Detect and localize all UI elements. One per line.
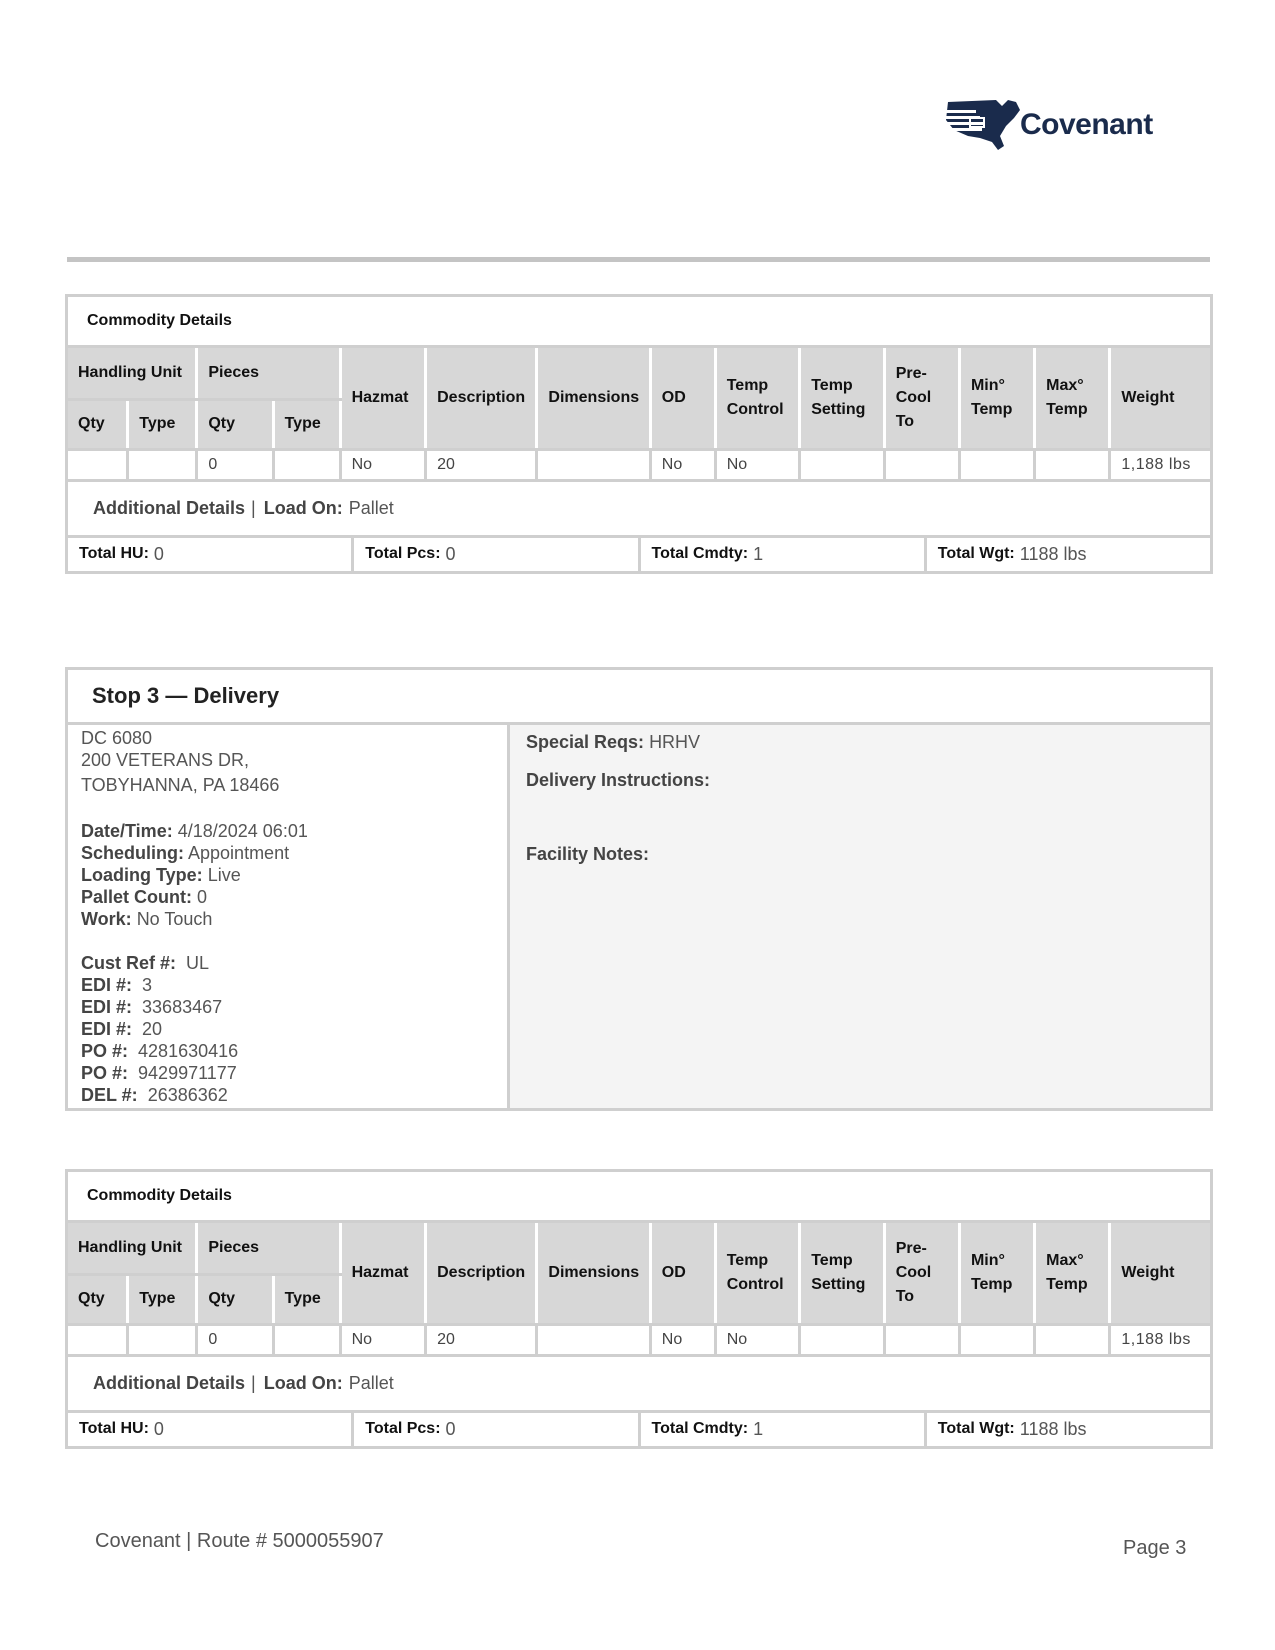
reference-label: EDI #: xyxy=(81,1019,133,1039)
total-hu xyxy=(68,1413,354,1446)
description-cell: 20 xyxy=(426,1324,537,1355)
handling-unit-header: Handling Unit xyxy=(68,1223,197,1274)
pieces-type-cell xyxy=(273,1324,340,1355)
detail-value: 4/18/2024 06:01 xyxy=(177,821,308,841)
pieces-header: Pieces xyxy=(197,348,340,399)
reference-value: 20 xyxy=(142,1019,163,1039)
temp-setting-header: Temp Setting xyxy=(800,348,885,449)
totals-row xyxy=(68,1413,1210,1446)
pre-cool-to-cell xyxy=(884,449,959,480)
total-cmdty-value: 1 xyxy=(753,543,764,564)
detail-value: No Touch xyxy=(136,909,213,929)
total-wgt-value: 1188 lbs xyxy=(1019,1418,1087,1439)
dimensions-header: Dimensions xyxy=(537,1223,650,1324)
commodity-details-title: Commodity Details xyxy=(68,1172,1210,1223)
total-pcs-label: Total Pcs: xyxy=(365,545,441,562)
commodity-details-section xyxy=(65,1169,1213,1449)
special-reqs-label: Special Reqs: xyxy=(526,732,645,752)
od-cell: No xyxy=(650,449,715,480)
reference-label: PO #: xyxy=(81,1063,129,1083)
facility-notes-label: Facility Notes: xyxy=(526,844,650,864)
hu-type-cell xyxy=(128,449,197,480)
pieces-qty-header: Qty xyxy=(197,399,273,449)
reference-value: UL xyxy=(186,953,210,973)
hu-qty-header: Qty xyxy=(68,1274,128,1324)
total-pcs-value: 0 xyxy=(445,543,456,564)
total-wgt xyxy=(927,538,1210,571)
od-cell: No xyxy=(650,1324,715,1355)
hazmat-cell: No xyxy=(340,1324,426,1355)
weight-header: Weight xyxy=(1110,1223,1210,1324)
reference-line xyxy=(81,1084,507,1106)
load-on-label: Load On: xyxy=(263,497,343,518)
delivery-instructions xyxy=(526,769,1210,791)
max-temp-header: Max° Temp xyxy=(1035,348,1110,449)
temp-control-cell: No xyxy=(715,1324,800,1355)
temp-control-header: Temp Control xyxy=(715,1223,800,1324)
pre-cool-to-header: Pre-Cool To xyxy=(884,1223,959,1324)
load-on-value: Pallet xyxy=(348,1372,394,1393)
address-line: 200 VETERANS DR, xyxy=(81,750,250,770)
total-cmdty xyxy=(641,1413,927,1446)
temp-setting-cell xyxy=(800,449,885,480)
facility-notes xyxy=(526,843,1210,865)
reference-label: EDI #: xyxy=(81,997,133,1017)
pieces-qty-cell: 0 xyxy=(197,1324,273,1355)
delivery-instructions-label: Delivery Instructions: xyxy=(526,770,711,790)
weight-cell: 1,188 lbs xyxy=(1110,449,1210,480)
covenant-logo xyxy=(940,96,1160,154)
stop-title: Stop 3 — Delivery xyxy=(68,670,1210,725)
hu-qty-cell xyxy=(68,449,128,480)
total-pcs xyxy=(354,538,640,571)
reference-line xyxy=(81,1040,507,1062)
totals-row xyxy=(68,538,1210,571)
description-cell: 20 xyxy=(426,449,537,480)
min-temp-cell xyxy=(959,449,1034,480)
reference-label: EDI #: xyxy=(81,975,133,995)
table-row xyxy=(68,1324,1210,1355)
pre-cool-to-header: Pre-Cool To xyxy=(884,348,959,449)
total-hu-value: 0 xyxy=(153,543,164,564)
total-wgt-label: Total Wgt: xyxy=(937,1420,1015,1437)
load-on-label: Load On: xyxy=(263,1372,343,1393)
footer-route: Covenant | Route # 5000055907 xyxy=(95,1530,384,1552)
min-temp-cell xyxy=(959,1324,1034,1355)
reference-value: 4281630416 xyxy=(138,1041,239,1061)
total-cmdty xyxy=(641,538,927,571)
temp-setting-cell xyxy=(800,1324,885,1355)
separator: | xyxy=(251,1372,256,1393)
detail-label: Work: xyxy=(81,909,132,929)
reference-value: 9429971177 xyxy=(138,1063,237,1083)
min-temp-header: Min° Temp xyxy=(959,1223,1034,1324)
pieces-qty-cell: 0 xyxy=(197,449,273,480)
total-pcs-label: Total Pcs: xyxy=(365,1420,441,1437)
handling-unit-header: Handling Unit xyxy=(68,348,197,399)
total-pcs-value: 0 xyxy=(445,1418,456,1439)
header-divider xyxy=(67,257,1210,262)
pieces-header: Pieces xyxy=(197,1223,340,1274)
special-reqs xyxy=(526,731,1210,753)
detail-date-time xyxy=(81,820,507,842)
reference-line xyxy=(81,1018,507,1040)
commodity-details-section xyxy=(65,294,1213,574)
weight-header: Weight xyxy=(1110,348,1210,449)
reference-value: 33683467 xyxy=(142,997,223,1017)
od-header: OD xyxy=(650,1223,715,1324)
address-line: DC 6080 xyxy=(81,728,153,748)
stop-info xyxy=(68,725,510,1108)
total-pcs xyxy=(354,1413,640,1446)
total-hu xyxy=(68,538,354,571)
detail-label: Loading Type: xyxy=(81,865,203,885)
reference-label: PO #: xyxy=(81,1041,129,1061)
total-hu-value: 0 xyxy=(153,1418,164,1439)
detail-label: Date/Time: xyxy=(81,821,173,841)
reference-label: DEL #: xyxy=(81,1085,138,1105)
total-hu-label: Total HU: xyxy=(79,1420,149,1437)
hazmat-cell: No xyxy=(340,449,426,480)
reference-line xyxy=(81,974,507,996)
special-reqs-value: HRHV xyxy=(649,732,701,752)
description-header: Description xyxy=(426,1223,537,1324)
reference-line xyxy=(81,1062,507,1084)
max-temp-cell xyxy=(1035,449,1110,480)
separator: | xyxy=(251,497,256,518)
temp-setting-header: Temp Setting xyxy=(800,1223,885,1324)
total-cmdty-label: Total Cmdty: xyxy=(651,1420,749,1437)
reference-value: 26386362 xyxy=(147,1085,228,1105)
reference-line xyxy=(81,996,507,1018)
additional-details-row xyxy=(68,482,1210,538)
hu-qty-cell xyxy=(68,1324,128,1355)
table-row xyxy=(68,449,1210,480)
reference-value: 3 xyxy=(142,975,153,995)
detail-scheduling xyxy=(81,842,507,864)
hu-type-header: Type xyxy=(128,1274,197,1324)
page-number: Page 3 xyxy=(1123,1537,1187,1559)
temp-control-header: Temp Control xyxy=(715,348,800,449)
pieces-type-cell xyxy=(273,449,340,480)
additional-details-label: Additional Details xyxy=(93,497,246,518)
temp-control-cell: No xyxy=(715,449,800,480)
additional-details-row xyxy=(68,1357,1210,1413)
address-line: TOBYHANNA, PA 18466 xyxy=(81,775,280,795)
dimensions-cell xyxy=(537,449,650,480)
dimensions-cell xyxy=(537,1324,650,1355)
detail-value: 0 xyxy=(197,887,208,907)
us-map-truck-icon xyxy=(940,96,1024,154)
detail-label: Pallet Count: xyxy=(81,887,192,907)
od-header: OD xyxy=(650,348,715,449)
total-hu-label: Total HU: xyxy=(79,545,149,562)
commodity-details-title: Commodity Details xyxy=(68,297,1210,348)
load-on-value: Pallet xyxy=(348,497,394,518)
weight-cell: 1,188 lbs xyxy=(1110,1324,1210,1355)
min-temp-header: Min° Temp xyxy=(959,348,1034,449)
hu-qty-header: Qty xyxy=(68,399,128,449)
hazmat-header: Hazmat xyxy=(340,1223,426,1324)
detail-pallet-count xyxy=(81,886,507,908)
commodity-table xyxy=(68,1223,1210,1357)
brand-name: Covenant xyxy=(1020,108,1153,141)
total-wgt-label: Total Wgt: xyxy=(937,545,1015,562)
hu-type-header: Type xyxy=(128,399,197,449)
max-temp-cell xyxy=(1035,1324,1110,1355)
description-header: Description xyxy=(426,348,537,449)
detail-value: Appointment xyxy=(188,843,290,863)
total-cmdty-label: Total Cmdty: xyxy=(651,545,749,562)
stop-requirements xyxy=(510,725,1210,1108)
detail-loading-type xyxy=(81,864,507,886)
total-wgt xyxy=(927,1413,1210,1446)
dimensions-header: Dimensions xyxy=(537,348,650,449)
commodity-table xyxy=(68,348,1210,482)
detail-work xyxy=(81,908,507,930)
total-cmdty-value: 1 xyxy=(753,1418,764,1439)
pieces-type-header: Type xyxy=(273,399,340,449)
pieces-type-header: Type xyxy=(273,1274,340,1324)
pre-cool-to-cell xyxy=(884,1324,959,1355)
detail-value: Live xyxy=(207,865,241,885)
max-temp-header: Max° Temp xyxy=(1035,1223,1110,1324)
stop-section xyxy=(65,667,1213,1111)
additional-details-label: Additional Details xyxy=(93,1372,246,1393)
pieces-qty-header: Qty xyxy=(197,1274,273,1324)
detail-label: Scheduling: xyxy=(81,843,184,863)
reference-label: Cust Ref #: xyxy=(81,953,177,973)
hazmat-header: Hazmat xyxy=(340,348,426,449)
total-wgt-value: 1188 lbs xyxy=(1019,543,1087,564)
hu-type-cell xyxy=(128,1324,197,1355)
reference-line xyxy=(81,952,507,974)
